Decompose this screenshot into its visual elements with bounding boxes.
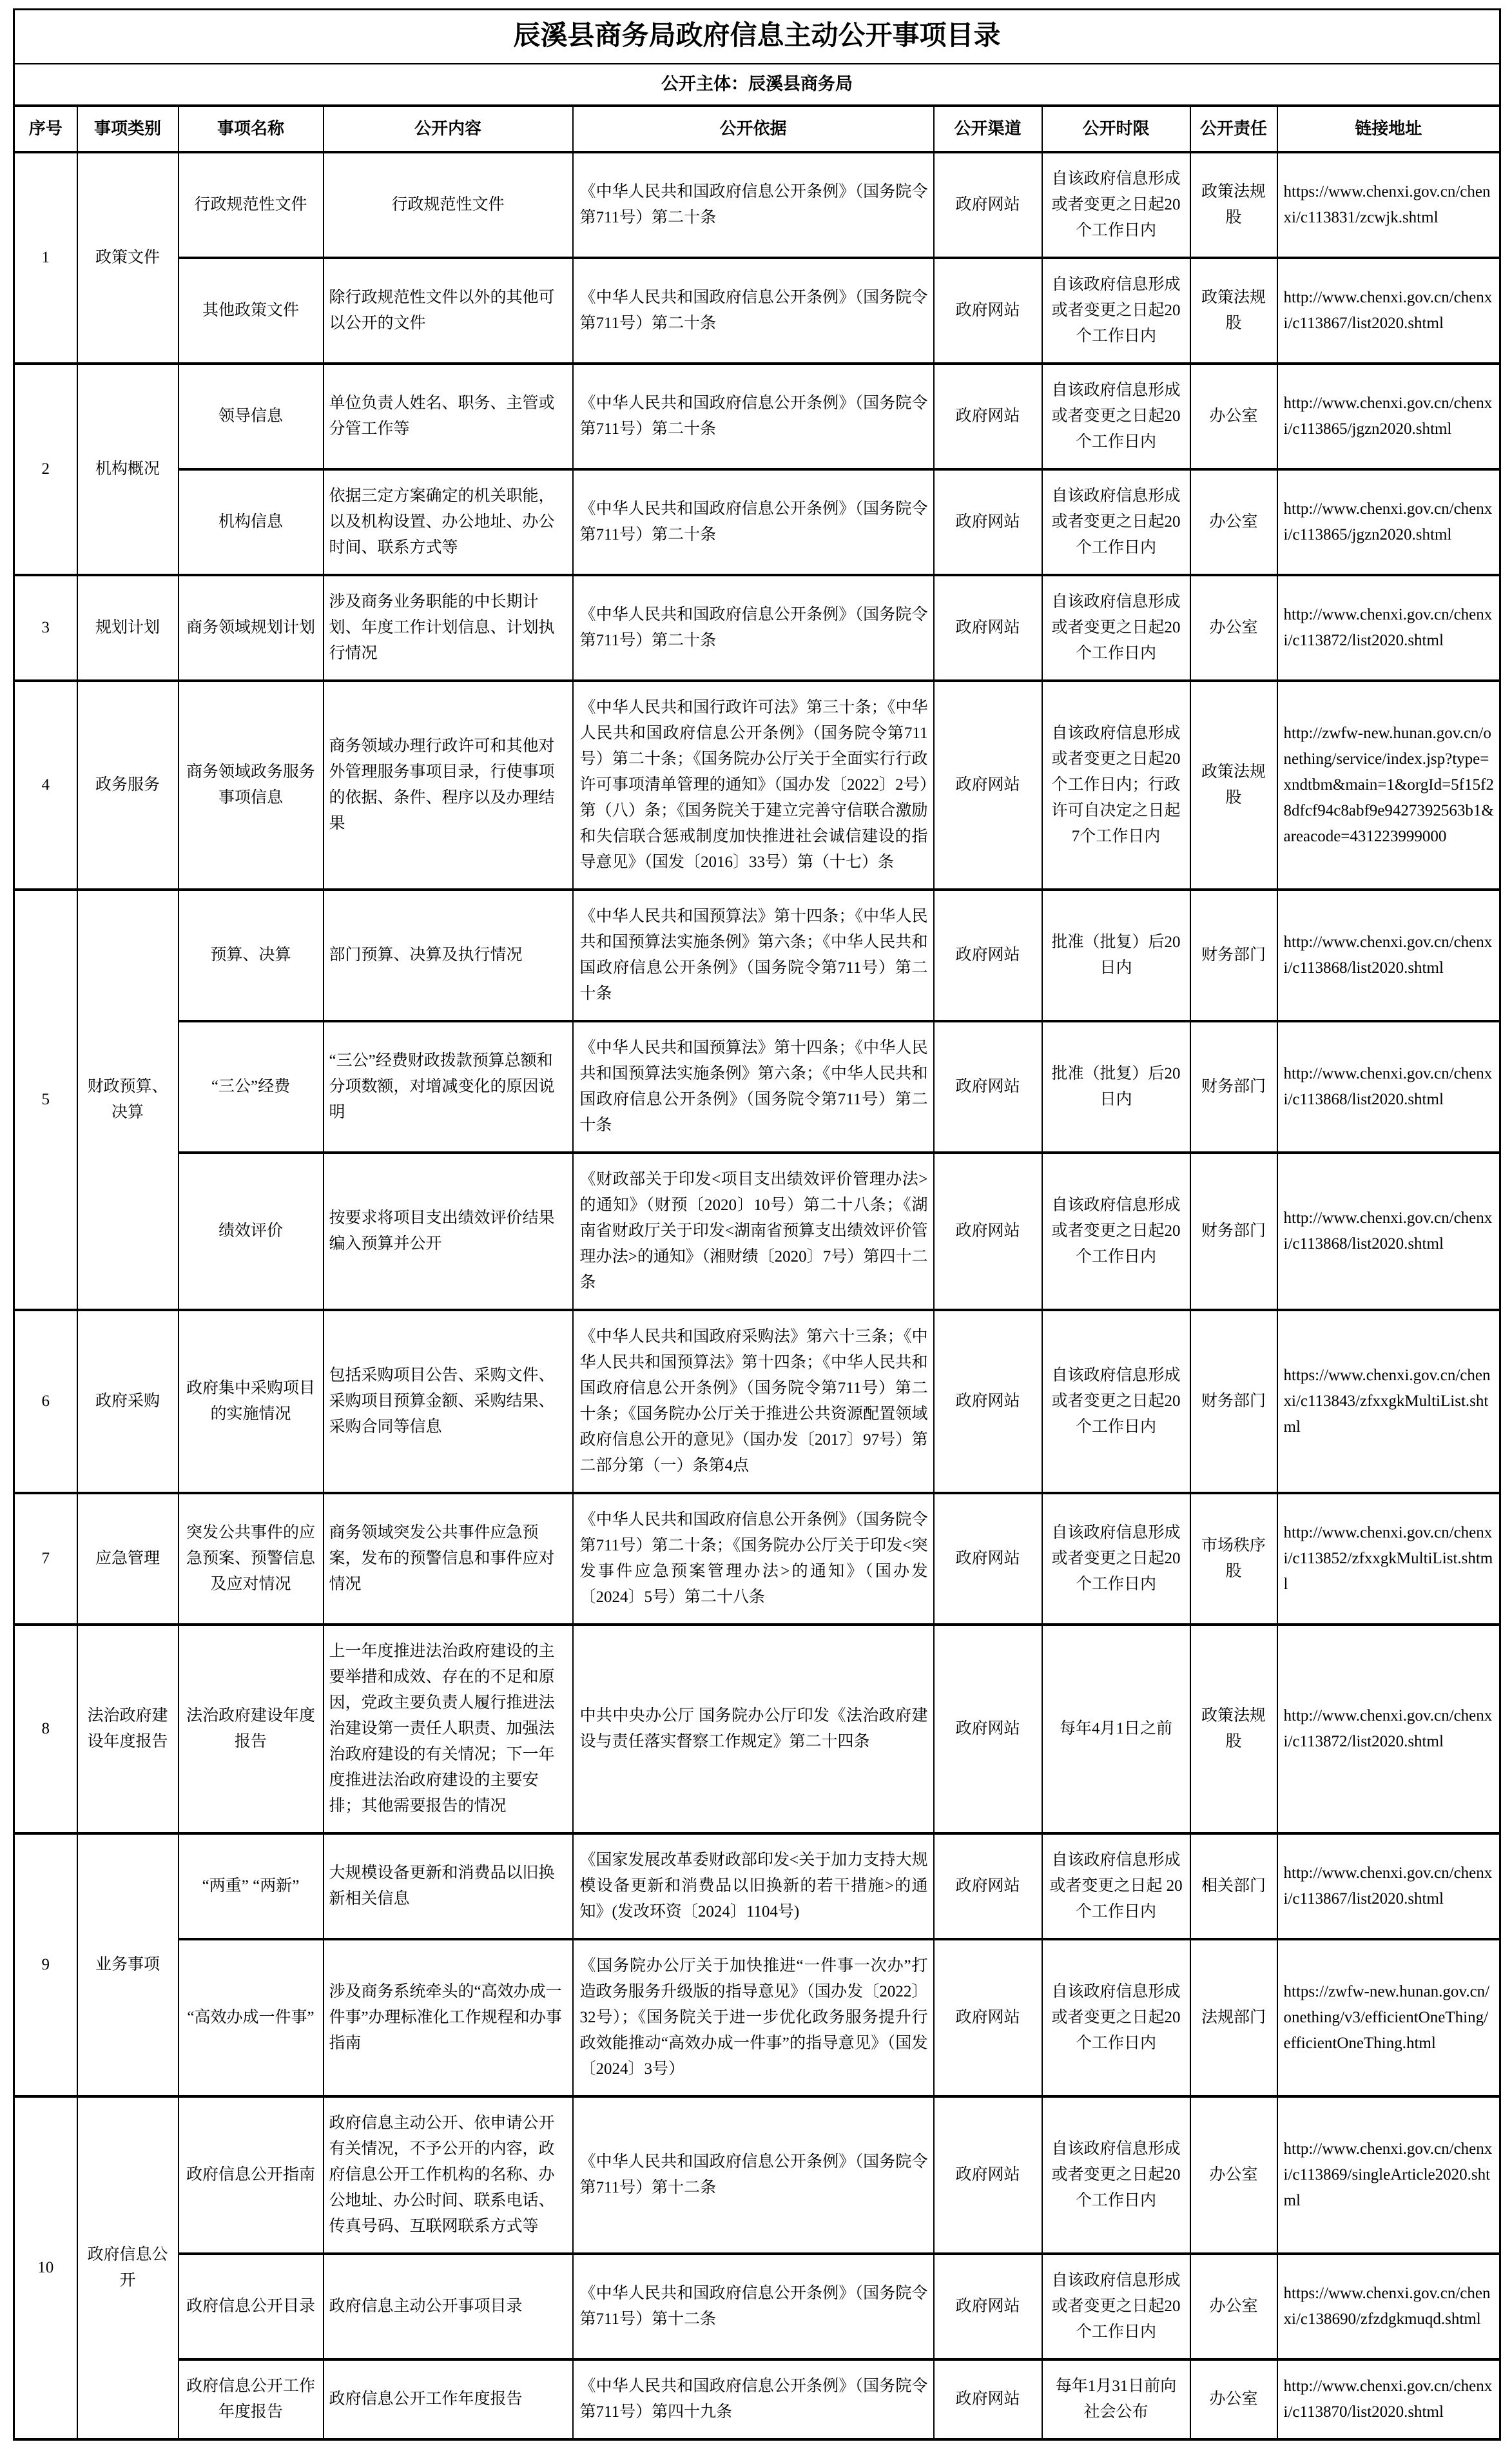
item-name-cell: “三公”经费 — [179, 1021, 324, 1153]
content-cell: 商务领域突发公共事件应急预案，发布的预警信息和事件应对情况 — [324, 1493, 573, 1625]
basis-cell: 《中华人民共和国政府信息公开条例》（国务院令第711号）第四十九条 — [573, 2359, 934, 2439]
table-body — [14, 152, 1500, 2439]
basis-cell: 《中华人民共和国政府信息公开条例》（国务院令第711号）第二十条 — [573, 575, 934, 681]
deadline-cell: 自该政府信息形成或者变更之日起20个工作日内 — [1042, 258, 1190, 364]
item-name-cell: “两重” “两新” — [179, 1833, 324, 1939]
channel-cell: 政府网站 — [934, 469, 1042, 575]
responsible-cell: 政策法规股 — [1190, 258, 1277, 364]
responsible-cell: 市场秩序股 — [1190, 1493, 1277, 1625]
deadline-cell: 自该政府信息形成或者变更之日起20个工作日内 — [1042, 364, 1190, 469]
link-cell: http://www.chenxi.gov.cn/chenxi/c113868/list2020.shtml — [1277, 890, 1500, 1021]
deadline-cell: 自该政府信息形成或者变更之日起20个工作日内 — [1042, 1153, 1190, 1310]
responsible-cell: 法规部门 — [1190, 1939, 1277, 2096]
channel-cell: 政府网站 — [934, 2359, 1042, 2439]
item-name-cell: 商务领域规划计划 — [179, 575, 324, 681]
basis-cell: 《财政部关于印发<项目支出绩效评价管理办法>的通知》（财预〔2020〕10号）第二十八条；《湖南省财政厅关于印发<湖南省预算支出绩效评价管理办法>的通知》（湘财绩〔2020〕7号）第四十二条 — [573, 1153, 934, 1310]
basis-cell: 《中华人民共和国政府信息公开条例》（国务院令第711号）第十二条 — [573, 2254, 934, 2359]
channel-cell: 政府网站 — [934, 1833, 1042, 1939]
link-cell: http://www.chenxi.gov.cn/chenxi/c113870/list2020.shtml — [1277, 2359, 1500, 2439]
deadline-cell: 自该政府信息形成或者变更之日起20个工作日内 — [1042, 152, 1190, 258]
basis-cell: 《中华人民共和国政府信息公开条例》（国务院令第711号）第二十条 — [573, 469, 934, 575]
table-row — [14, 1493, 1500, 1625]
item-name-cell: 其他政策文件 — [179, 258, 324, 364]
content-cell: 大规模设备更新和消费品以旧换新相关信息 — [324, 1833, 573, 1939]
basis-cell: 《中华人民共和国政府信息公开条例》（国务院令第711号）第二十条 — [573, 152, 934, 258]
responsible-cell: 政策法规股 — [1190, 681, 1277, 890]
table-row — [14, 1833, 1500, 1939]
item-name-cell: 法治政府建设年度报告 — [179, 1625, 324, 1833]
seq-cell: 4 — [14, 681, 77, 890]
item-name-cell: “高效办成一件事” — [179, 1939, 324, 2096]
table-row — [14, 1310, 1500, 1493]
responsible-cell: 办公室 — [1190, 575, 1277, 681]
content-cell: 商务领域办理行政许可和其他对外管理服务事项目录，行使事项的依据、条件、程序以及办理结果 — [324, 681, 573, 890]
table-row — [14, 2096, 1500, 2254]
link-cell: https://www.chenxi.gov.cn/chenxi/c113831/zcwjk.shtml — [1277, 152, 1500, 258]
responsible-cell: 办公室 — [1190, 364, 1277, 469]
item-name-cell: 政府信息公开指南 — [179, 2096, 324, 2254]
deadline-cell: 自该政府信息形成或者变更之日起20个工作日内 — [1042, 2096, 1190, 2254]
basis-cell: 《国家发展改革委财政部印发<关于加力支持大规模设备更新和消费品以旧换新的若干措施>的通知》(发改环资〔2024〕1104号) — [573, 1833, 934, 1939]
seq-cell: 3 — [14, 575, 77, 681]
item-name-cell: 行政规范性文件 — [179, 152, 324, 258]
content-cell: 包括采购项目公告、采购文件、采购项目预算金额、采购结果、采购合同等信息 — [324, 1310, 573, 1493]
responsible-cell: 财务部门 — [1190, 1310, 1277, 1493]
seq-cell: 5 — [14, 890, 77, 1310]
item-name-cell: 预算、决算 — [179, 890, 324, 1021]
category-cell: 机构概况 — [77, 364, 179, 575]
content-cell: 政府信息主动公开、依申请公开有关情况，不予公开的内容，政府信息公开工作机构的名称、办公地址、办公时间、联系电话、传真号码、互联网联系方式等 — [324, 2096, 573, 2254]
basis-cell: 《中华人民共和国政府信息公开条例》（国务院令第711号）第二十条 — [573, 258, 934, 364]
column-header: 事项类别 — [77, 106, 179, 152]
channel-cell: 政府网站 — [934, 258, 1042, 364]
content-cell: 单位负责人姓名、职务、主管或分管工作等 — [324, 364, 573, 469]
deadline-cell: 自该政府信息形成或者变更之日起20个工作日内 — [1042, 1939, 1190, 2096]
item-name-cell: 政府信息公开目录 — [179, 2254, 324, 2359]
item-name-cell: 商务领域政务服务事项信息 — [179, 681, 324, 890]
channel-cell: 政府网站 — [934, 2096, 1042, 2254]
channel-cell: 政府网站 — [934, 1939, 1042, 2096]
deadline-cell: 每年1月31日前向社会公布 — [1042, 2359, 1190, 2439]
basis-cell: 《中华人民共和国政府信息公开条例》（国务院令第711号）第二十条 — [573, 364, 934, 469]
content-cell: 行政规范性文件 — [324, 152, 573, 258]
column-header: 公开时限 — [1042, 106, 1190, 152]
basis-cell: 《中华人民共和国预算法》第十四条；《中华人民共和国预算法实施条例》第六条；《中华人民共和国政府信息公开条例》（国务院令第711号）第二十条 — [573, 890, 934, 1021]
content-cell: 涉及商务系统牵头的“高效办成一件事”办理标准化工作规程和办事指南 — [324, 1939, 573, 2096]
item-name-cell: 政府信息公开工作年度报告 — [179, 2359, 324, 2439]
table-row — [14, 258, 1500, 364]
basis-cell: 《中华人民共和国政府信息公开条例》（国务院令第711号）第二十条；《国务院办公厅关于印发<突发事件应急预案管理办法>的通知》（国办发〔2024〕5号）第二十八条 — [573, 1493, 934, 1625]
category-cell: 财政预算、决算 — [77, 890, 179, 1310]
seq-cell: 10 — [14, 2096, 77, 2439]
basis-cell: 《中华人民共和国预算法》第十四条；《中华人民共和国预算法实施条例》第六条；《中华人民共和国政府信息公开条例》（国务院令第711号）第二十条 — [573, 1021, 934, 1153]
column-header: 事项名称 — [179, 106, 324, 152]
deadline-cell: 自该政府信息形成或者变更之日起20个工作日内 — [1042, 469, 1190, 575]
column-header: 公开依据 — [573, 106, 934, 152]
link-cell: http://www.chenxi.gov.cn/chenxi/c113872/list2020.shtml — [1277, 1625, 1500, 1833]
table-row — [14, 2359, 1500, 2439]
link-cell: https://www.chenxi.gov.cn/chenxi/c113843/zfxxgkMultiList.shtml — [1277, 1310, 1500, 1493]
link-cell: http://www.chenxi.gov.cn/chenxi/c113869/singleArticle2020.shtml — [1277, 2096, 1500, 2254]
content-cell: 涉及商务业务职能的中长期计划、年度工作计划信息、计划执行情况 — [324, 575, 573, 681]
seq-cell: 2 — [14, 364, 77, 575]
content-cell: “三公”经费财政拨款预算总额和分项数额，对增减变化的原因说明 — [324, 1021, 573, 1153]
basis-cell: 《国务院办公厅关于加快推进“一件事一次办”打造政务服务升级版的指导意见》（国办发〔2022〕32号）；《国务院关于进一步优化政务服务提升行政效能推动“高效办成一件事”的指导意见》（国发〔2024〕3号） — [573, 1939, 934, 2096]
channel-cell: 政府网站 — [934, 152, 1042, 258]
category-cell: 应急管理 — [77, 1493, 179, 1625]
responsible-cell: 办公室 — [1190, 469, 1277, 575]
deadline-cell: 自该政府信息形成或者变更之日起20个工作日内 — [1042, 1310, 1190, 1493]
deadline-cell: 自该政府信息形成或者变更之日起20个工作日内 — [1042, 2254, 1190, 2359]
deadline-cell: 每年4月1日之前 — [1042, 1625, 1190, 1833]
table-row — [14, 1625, 1500, 1833]
deadline-cell: 自该政府信息形成或者变更之日起 20 个工作日内 — [1042, 1833, 1190, 1939]
channel-cell: 政府网站 — [934, 1310, 1042, 1493]
link-cell: http://www.chenxi.gov.cn/chenxi/c113867/list2020.shtml — [1277, 1833, 1500, 1939]
table-row — [14, 575, 1500, 681]
channel-cell: 政府网站 — [934, 890, 1042, 1021]
deadline-cell: 自该政府信息形成或者变更之日起20个工作日内；行政许可自决定之日起7个工作日内 — [1042, 681, 1190, 890]
category-cell: 政府采购 — [77, 1310, 179, 1493]
content-cell: 政府信息主动公开事项目录 — [324, 2254, 573, 2359]
seq-cell: 7 — [14, 1493, 77, 1625]
link-cell: http://www.chenxi.gov.cn/chenxi/c113872/list2020.shtml — [1277, 575, 1500, 681]
table-row — [14, 1021, 1500, 1153]
link-cell: http://www.chenxi.gov.cn/chenxi/c113865/jgzn2020.shtml — [1277, 364, 1500, 469]
category-cell: 法治政府建设年度报告 — [77, 1625, 179, 1833]
channel-cell: 政府网站 — [934, 1625, 1042, 1833]
link-cell: http://www.chenxi.gov.cn/chenxi/c113868/list2020.shtml — [1277, 1153, 1500, 1310]
item-name-cell: 政府集中采购项目的实施情况 — [179, 1310, 324, 1493]
responsible-cell: 政策法规股 — [1190, 152, 1277, 258]
category-cell: 政策文件 — [77, 152, 179, 364]
column-header: 公开渠道 — [934, 106, 1042, 152]
category-cell: 政府信息公开 — [77, 2096, 179, 2439]
link-cell: http://zwfw-new.hunan.gov.cn/onething/service/index.jsp?type=xndtbm&main=1&orgId=5f15f28dfcf94c8abf9e9427392563b1&areacode=431223999000 — [1277, 681, 1500, 890]
table-row — [14, 152, 1500, 258]
link-cell: http://www.chenxi.gov.cn/chenxi/c113868/list2020.shtml — [1277, 1021, 1500, 1153]
item-name-cell: 领导信息 — [179, 364, 324, 469]
link-cell: https://www.chenxi.gov.cn/chenxi/c138690/zfzdgkmuqd.shtml — [1277, 2254, 1500, 2359]
seq-cell: 6 — [14, 1310, 77, 1493]
link-cell: http://www.chenxi.gov.cn/chenxi/c113867/list2020.shtml — [1277, 258, 1500, 364]
content-cell: 部门预算、决算及执行情况 — [324, 890, 573, 1021]
category-cell: 政务服务 — [77, 681, 179, 890]
category-cell: 业务事项 — [77, 1833, 179, 2096]
responsible-cell: 办公室 — [1190, 2359, 1277, 2439]
responsible-cell: 财务部门 — [1190, 1153, 1277, 1310]
deadline-cell: 自该政府信息形成或者变更之日起20个工作日内 — [1042, 1493, 1190, 1625]
subject-line: 公开主体：辰溪县商务局 — [14, 64, 1500, 106]
table-row — [14, 364, 1500, 469]
seq-cell: 9 — [14, 1833, 77, 2096]
item-name-cell: 突发公共事件的应急预案、预警信息及应对情况 — [179, 1493, 324, 1625]
item-name-cell: 绩效评价 — [179, 1153, 324, 1310]
content-cell: 依据三定方案确定的机关职能，以及机构设置、办公地址、办公时间、联系方式等 — [324, 469, 573, 575]
responsible-cell: 政策法规股 — [1190, 1625, 1277, 1833]
link-cell: https://zwfw-new.hunan.gov.cn/onething/v3/efficientOneThing/efficientOneThing.html — [1277, 1939, 1500, 2096]
title-row — [14, 10, 1500, 64]
category-cell: 规划计划 — [77, 575, 179, 681]
channel-cell: 政府网站 — [934, 1153, 1042, 1310]
column-header: 链接地址 — [1277, 106, 1500, 152]
link-cell: http://www.chenxi.gov.cn/chenxi/c113865/jgzn2020.shtml — [1277, 469, 1500, 575]
seq-cell: 1 — [14, 152, 77, 364]
content-cell: 上一年度推进法治政府建设的主要举措和成效、存在的不足和原因，党政主要负责人履行推进法治建设第一责任人职责、加强法治政府建设的有关情况；下一年度推进法治政府建设的主要安排；其他需要报告的情况 — [324, 1625, 573, 1833]
table-row — [14, 469, 1500, 575]
item-name-cell: 机构信息 — [179, 469, 324, 575]
header-row — [14, 106, 1500, 152]
seq-cell: 8 — [14, 1625, 77, 1833]
content-cell: 按要求将项目支出绩效评价结果编入预算并公开 — [324, 1153, 573, 1310]
basis-cell: 中共中央办公厅 国务院办公厅印发《法治政府建设与责任落实督察工作规定》第二十四条 — [573, 1625, 934, 1833]
channel-cell: 政府网站 — [934, 364, 1042, 469]
table-row — [14, 2254, 1500, 2359]
link-cell: http://www.chenxi.gov.cn/chenxi/c113852/zfxxgkMultiList.shtml — [1277, 1493, 1500, 1625]
channel-cell: 政府网站 — [934, 1493, 1042, 1625]
column-header: 序号 — [14, 106, 77, 152]
column-header: 公开责任 — [1190, 106, 1277, 152]
responsible-cell: 财务部门 — [1190, 890, 1277, 1021]
responsible-cell: 办公室 — [1190, 2096, 1277, 2254]
channel-cell: 政府网站 — [934, 681, 1042, 890]
responsible-cell: 相关部门 — [1190, 1833, 1277, 1939]
basis-cell: 《中华人民共和国政府采购法》第六十三条；《中华人民共和国预算法》第十四条；《中华人民共和国政府信息公开条例》（国务院令第711号）第二十条；《国务院办公厅关于推进公共资源配置领域政府信息公开的意见》（国办发〔2017〕97号）第二部分第（一）条第4点 — [573, 1310, 934, 1493]
basis-cell: 《中华人民共和国行政许可法》第三十条；《中华人民共和国政府信息公开条例》（国务院令第711号）第二十条；《国务院办公厅关于全面实行行政许可事项清单管理的通知》（国办发〔2022〕2号）第（八）条；《国务院关于建立完善守信联合激励和失信联合惩戒制度加快推进社会诚信建设的指导意见》（国发〔2016〕33号）第（十七）条 — [573, 681, 934, 890]
page-title: 辰溪县商务局政府信息主动公开事项目录 — [14, 10, 1500, 64]
responsible-cell: 财务部门 — [1190, 1021, 1277, 1153]
responsible-cell: 办公室 — [1190, 2254, 1277, 2359]
channel-cell: 政府网站 — [934, 575, 1042, 681]
subject-row — [14, 64, 1500, 106]
basis-cell: 《中华人民共和国政府信息公开条例》（国务院令第711号）第十二条 — [573, 2096, 934, 2254]
deadline-cell: 自该政府信息形成或者变更之日起20个工作日内 — [1042, 575, 1190, 681]
table-row — [14, 890, 1500, 1021]
content-cell: 除行政规范性文件以外的其他可以公开的文件 — [324, 258, 573, 364]
table-row — [14, 1153, 1500, 1310]
channel-cell: 政府网站 — [934, 2254, 1042, 2359]
table-row — [14, 1939, 1500, 2096]
disclosure-table — [13, 8, 1501, 2441]
deadline-cell: 批准（批复）后20日内 — [1042, 890, 1190, 1021]
table-row — [14, 681, 1500, 890]
deadline-cell: 批准（批复）后20日内 — [1042, 1021, 1190, 1153]
channel-cell: 政府网站 — [934, 1021, 1042, 1153]
content-cell: 政府信息公开工作年度报告 — [324, 2359, 573, 2439]
column-header: 公开内容 — [324, 106, 573, 152]
